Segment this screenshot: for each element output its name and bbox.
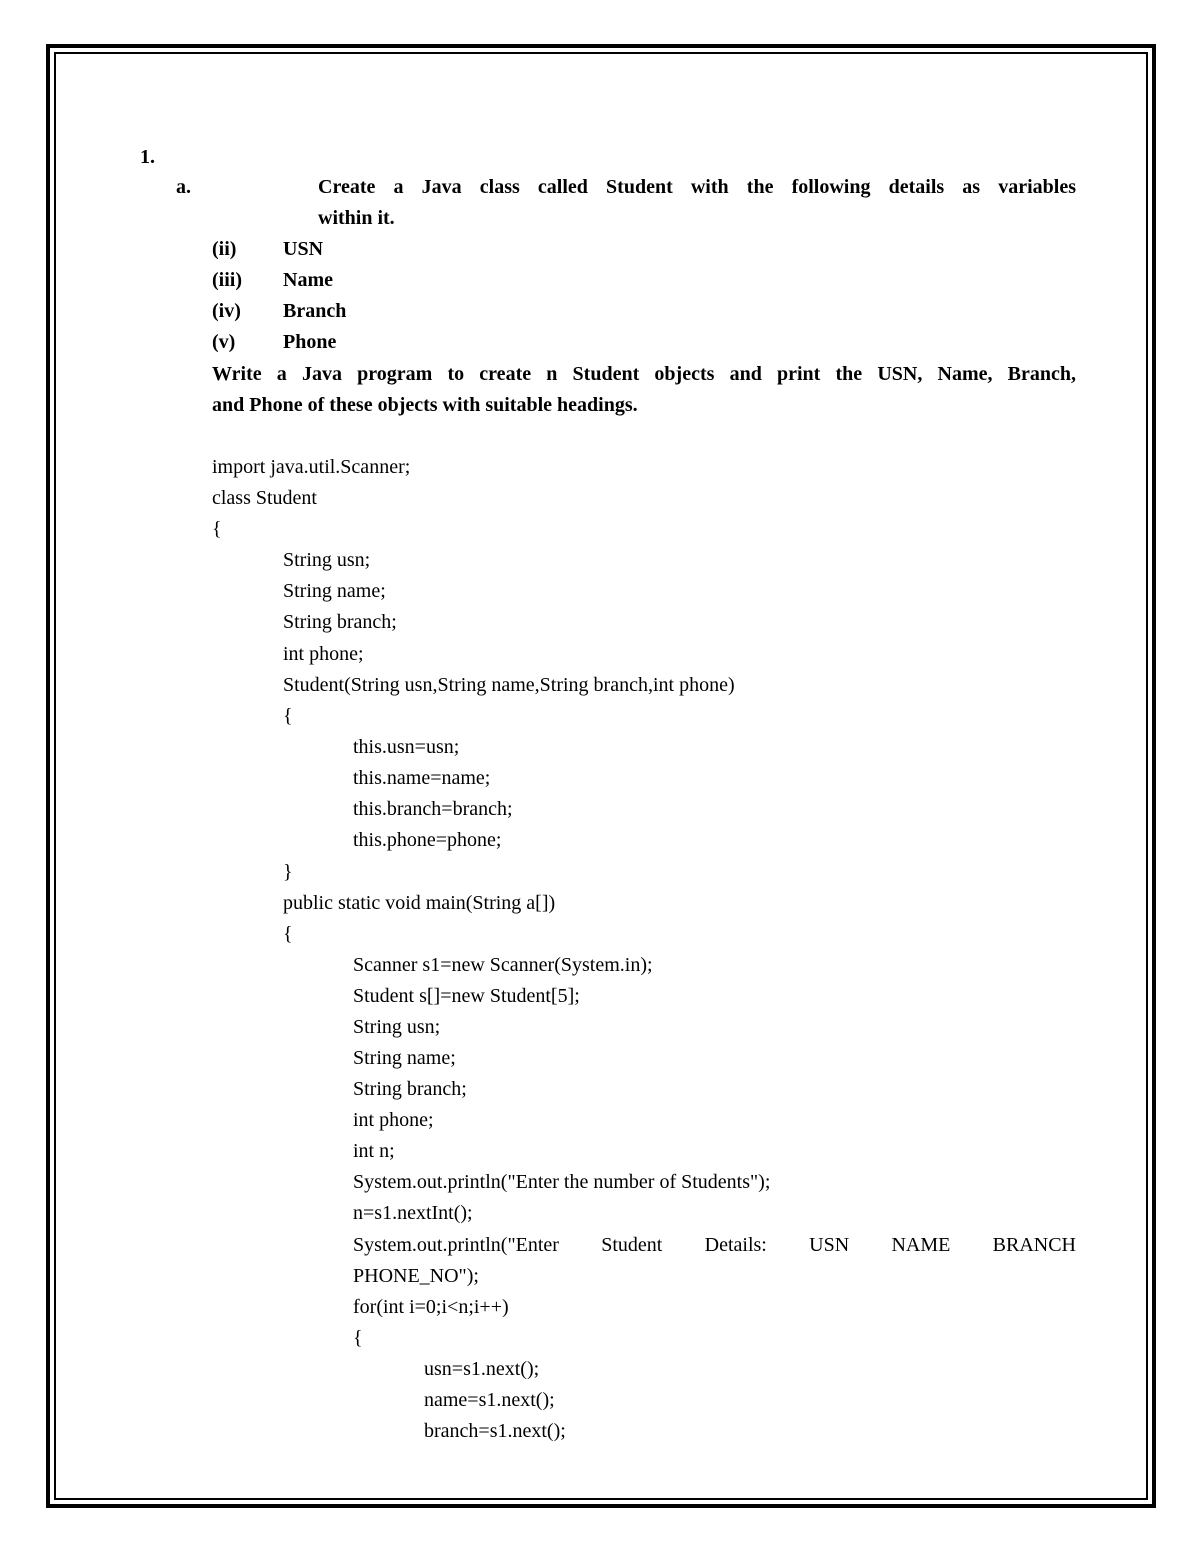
task-line1: Write a Java program to create n Student objects and print the USN, Name, Branch, [212, 363, 1076, 385]
code-line: n=s1.nextInt(); [353, 1202, 473, 1224]
code-line: { [283, 705, 293, 727]
code-line: branch=s1.next(); [424, 1420, 566, 1442]
code-line: String name; [283, 580, 386, 602]
code-line: this.phone=phone; [353, 829, 502, 851]
code-line: { [353, 1327, 363, 1349]
task-line2: and Phone of these objects with suitable headings. [212, 394, 638, 416]
item-text: Phone [283, 331, 337, 353]
code-line: Scanner s1=new Scanner(System.in); [353, 954, 653, 976]
question-title-line1: Create a Java class called Student with the following details as variables [318, 176, 1076, 198]
code-line: import java.util.Scanner; [212, 456, 411, 478]
code-line: String name; [353, 1047, 456, 1069]
code-line: Student s[]=new Student[5]; [353, 985, 580, 1007]
code-line: this.name=name; [353, 767, 491, 789]
code-line: { [283, 923, 293, 945]
item-text: USN [283, 238, 324, 260]
code-line: name=s1.next(); [424, 1389, 555, 1411]
item-text: Branch [283, 300, 347, 322]
code-line: int phone; [353, 1109, 434, 1131]
question-title-line2: within it. [318, 207, 395, 229]
question-number: 1. [140, 146, 155, 168]
item-label: (ii) [212, 238, 237, 260]
code-line: public static void main(String a[]) [283, 892, 556, 914]
part-label: a. [176, 176, 191, 198]
item-label: (iv) [212, 300, 241, 322]
code-line: this.usn=usn; [353, 736, 460, 758]
code-line: System.out.println("Enter Student Details: USN NAME BRANCH [353, 1234, 1076, 1256]
item-text: Name [283, 269, 333, 291]
code-line: usn=s1.next(); [424, 1358, 540, 1380]
code-line: String branch; [283, 611, 397, 633]
code-line: } [283, 861, 293, 883]
code-line: Student(String usn,String name,String branch,int phone) [283, 674, 735, 696]
code-line: { [212, 518, 222, 540]
code-line: String usn; [283, 549, 371, 571]
code-line: String branch; [353, 1078, 467, 1100]
code-line: PHONE_NO"); [353, 1265, 479, 1287]
item-label: (iii) [212, 269, 242, 291]
code-line: System.out.println("Enter the number of Students"); [353, 1171, 771, 1193]
code-line: int n; [353, 1140, 395, 1162]
code-line: this.branch=branch; [353, 798, 513, 820]
item-label: (v) [212, 331, 236, 353]
code-line: for(int i=0;i<n;i++) [353, 1296, 509, 1318]
code-line: String usn; [353, 1016, 441, 1038]
code-line: int phone; [283, 643, 364, 665]
code-line: class Student [212, 487, 317, 509]
